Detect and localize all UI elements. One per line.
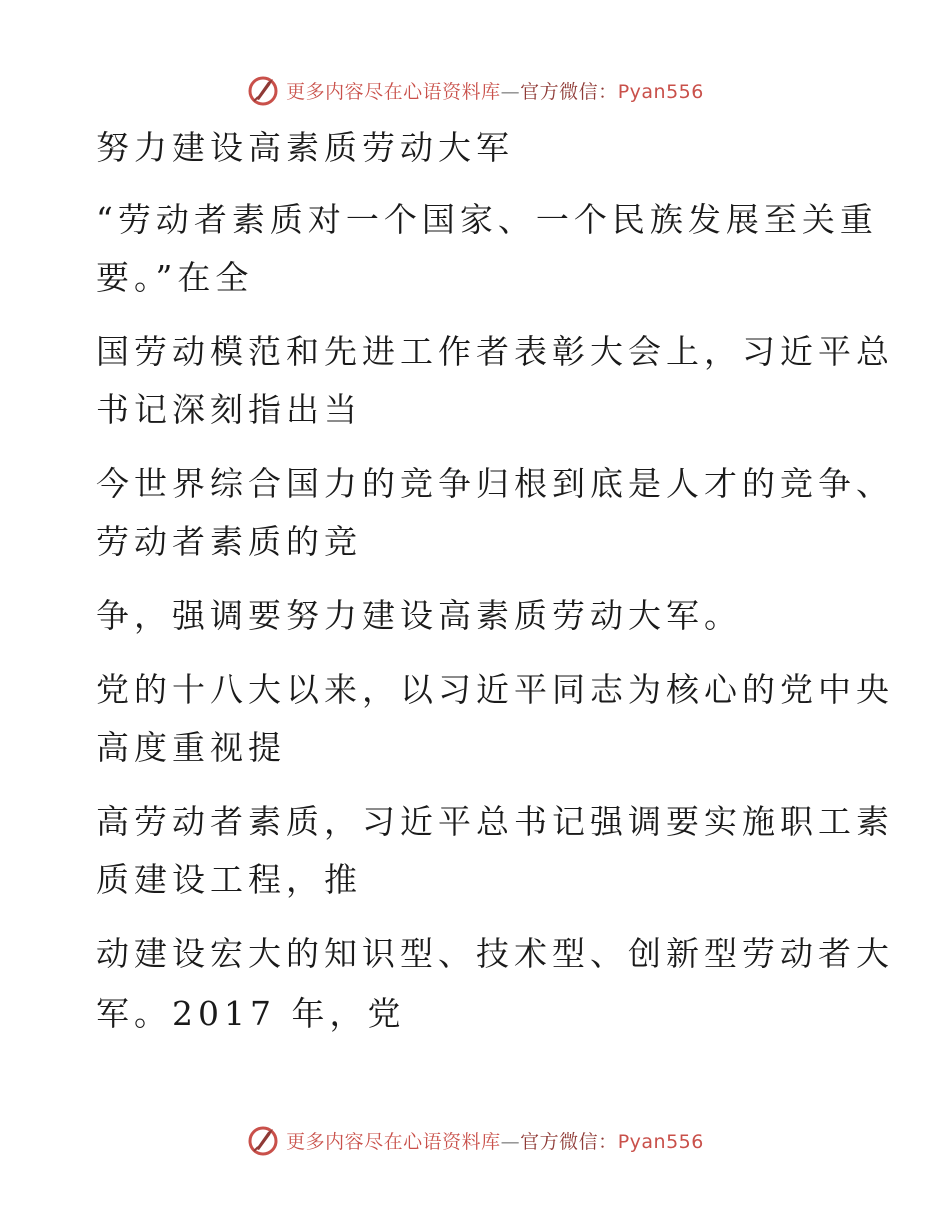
header-wechat-id: Pyan556: [617, 80, 704, 103]
page-header: [0, 70, 950, 110]
footer-wechat-label: 官方微信：: [520, 1130, 618, 1153]
footer-brand: [246, 1123, 704, 1157]
footer-site-text: 更多内容尽在心语资料库: [286, 1130, 501, 1153]
header-site-text: 更多内容尽在心语资料库: [286, 80, 501, 103]
quill-pen-logo-icon: [246, 1123, 280, 1157]
text-line: 今世界综合国力的竞争归根到底是人才的竞争、: [96, 464, 894, 503]
text-line: 努力建设高素质劳动大军: [96, 128, 514, 167]
footer-wechat-id: Pyan556: [617, 1130, 704, 1153]
text-line: 高劳动者素质，习近平总书记强调要实施职工素: [96, 802, 894, 841]
text-line: 动建设宏大的知识型、技术型、创新型劳动者大: [96, 934, 894, 973]
header-brand: [246, 73, 704, 107]
text-line: 质建设工程，推: [96, 860, 362, 899]
text-line: 要。”在全: [96, 258, 254, 297]
text-line: 书记深刻指出当: [96, 390, 362, 429]
text-line: 高度重视提: [96, 728, 286, 767]
header-dash: —: [500, 80, 521, 103]
header-text: [286, 77, 704, 104]
text-line: “劳动者素质对一个国家、一个民族发展至关重: [96, 200, 878, 239]
footer-text: [286, 1127, 704, 1154]
header-wechat-label: 官方微信：: [520, 80, 618, 103]
quill-pen-logo-icon: [246, 73, 280, 107]
text-line: 争，强调要努力建设高素质劳动大军。: [96, 596, 742, 635]
text-line: 劳动者素质的竞: [96, 522, 362, 561]
text-line: 军。2017 年，党: [96, 994, 406, 1033]
footer-dash: —: [500, 1130, 521, 1153]
text-line: 党的十八大以来，以习近平同志为核心的党中央: [96, 670, 894, 709]
text-line: 国劳动模范和先进工作者表彰大会上，习近平总: [96, 332, 894, 371]
page-footer: [0, 1120, 950, 1160]
